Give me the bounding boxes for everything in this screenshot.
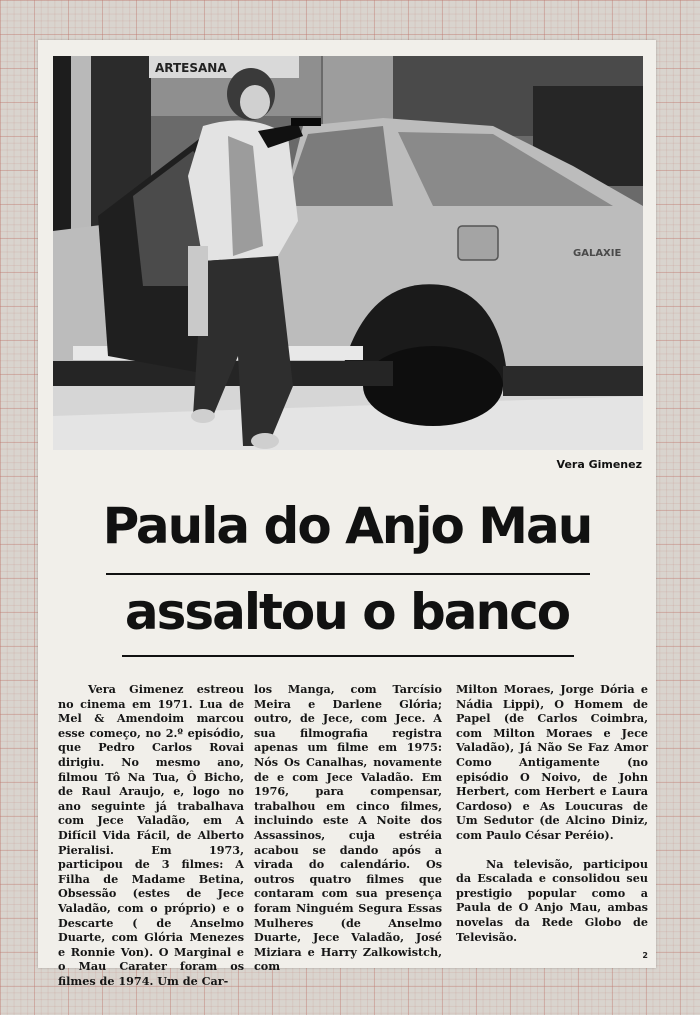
headline-underline-1 xyxy=(106,573,590,575)
shop-sign-text: ARTESANA xyxy=(155,61,227,75)
page-number: 2 xyxy=(642,951,648,960)
article-paragraph: los Manga, com Tarcísio Meira e Darlene Glória; outro, de Jece, com Jece. A sua filmografia registra apenas um filme em 1975: Nós Os Canalhas, novamente de e com Jece Valadão. Em 1976, para compensar, trabalhou em cinco filmes, incluindo este A Noite dos Assassinos, cuja estréia acabou se dando após a virada do calendário. Os outros quatro filmes que contaram com sua presença foram Ninguém Segura Essas Mulheres (de Anselmo Duarte, Jece Valadão, José Miziara e Harry Zalkowistch, com xyxy=(254,682,442,974)
headline-underline-2 xyxy=(122,655,574,657)
car-badge-text: GALAXIE xyxy=(573,248,622,259)
article-paragraph: Milton Moraes, Jorge Dória e Nádia Lippi), O Homem de Papel (de Carlos Coimbra, com Milton Moraes e Jece Valadão), Já Não Se Faz Amor Como Antigamente (no episódio O Noivo, de John Herbert, com Herbert e Laura Cardoso) e As Loucuras de Um Sedutor (de Alcino Diniz, com Paulo César Peréio). xyxy=(456,682,648,842)
magazine-clipping xyxy=(38,40,656,988)
article-column-2 xyxy=(254,682,442,974)
headline-line-1: Paula do Anjo Mau xyxy=(102,497,592,555)
photo-caption: Vera Gimenez xyxy=(556,458,642,471)
headline-line-2: assaltou o banco xyxy=(124,583,570,641)
photo-illustration xyxy=(53,56,643,450)
article-paragraph: Vera Gimenez estreou no cinema em 1971. Lua de Mel & Amendoim marcou esse começo, no 2.º episódio, que Pedro Carlos Rovai dirigiu. No mesmo ano, filmou Tô Na Tua, Ô Bicho, de Raul Araujo, e, logo no ano seguinte já trabalhava com Jece Valadão, em A Difícil Vida Fácil, de Alberto Pieralisi. Em 1973, participou de 3 filmes: A Filha de Madame Betina, Obsessão (estes de Jece Valadão, com o próprio) e o Descarte ( de Anselmo Duarte, com Glória Menezes e Ronnie Von). O Marginal e o Mau Carater foram os filmes de 1974. Um de Car- xyxy=(58,682,244,988)
article-column-3 xyxy=(456,682,648,944)
article-column-1 xyxy=(58,682,244,988)
photo-woman-with-gun-by-car xyxy=(53,56,643,450)
article-paragraph: Na televisão, participou da Escalada e consolidou seu prestigio popular como a Paula de O Anjo Mau, ambas novelas da Rede Globo de Televisão. xyxy=(456,856,648,944)
